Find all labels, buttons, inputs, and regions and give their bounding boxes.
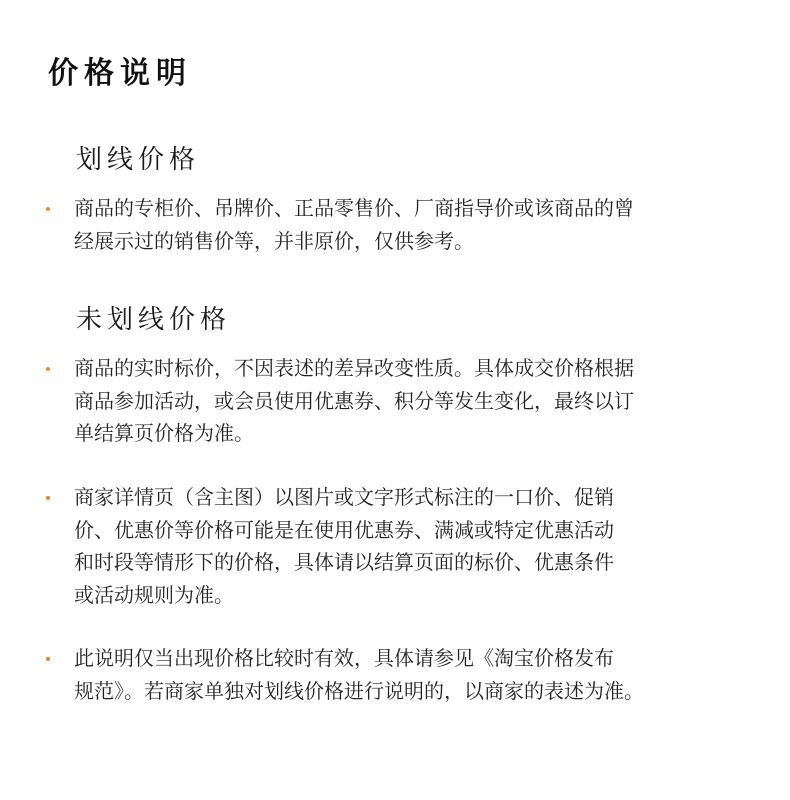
- list-item-text: [74, 192, 764, 257]
- text-line: 规范》。若商家单独对划线价格进行说明的，以商家的表述为准。: [74, 678, 644, 703]
- list-item-text: [74, 481, 764, 611]
- page-title: 价格说明: [48, 56, 192, 91]
- list-item-text: [74, 352, 764, 450]
- section-heading-regular-price: 未划线价格: [76, 305, 232, 335]
- text-line: 或活动规则为准。: [74, 582, 234, 607]
- text-line: 商品参加活动，或会员使用优惠券、积分等发生变化，最终以订: [74, 388, 634, 413]
- bullet-dot-icon: [46, 496, 50, 500]
- text-line: 商品的实时标价，不因表述的差异改变性质。具体成交价格根据: [74, 356, 634, 380]
- text-line: 商家详情页（含主图）以图片或文字形式标注的一口价、促销: [74, 485, 614, 509]
- bullet-dot-icon: [46, 657, 50, 661]
- section-heading-strikethrough-price: 划线价格: [76, 145, 201, 175]
- text-line: 经展示过的销售价等，并非原价，仅供参考。: [74, 228, 474, 253]
- list-item-text: [74, 642, 764, 707]
- text-line: 商品的专柜价、吊牌价、正品零售价、厂商指导价或该商品的曾: [74, 196, 634, 220]
- bullet-dot-icon: [46, 207, 50, 211]
- bullet-dot-icon: [46, 367, 50, 371]
- text-line: 价、优惠价等价格可能是在使用优惠券、满减或特定优惠活动: [74, 517, 614, 542]
- text-line: 此说明仅当出现价格比较时有效，具体请参见《淘宝价格发布: [74, 646, 614, 670]
- text-line: 单结算页价格为准。: [74, 421, 254, 445]
- text-line: 和时段等情形下的价格，具体请以结算页面的标价、优惠条件: [74, 550, 614, 574]
